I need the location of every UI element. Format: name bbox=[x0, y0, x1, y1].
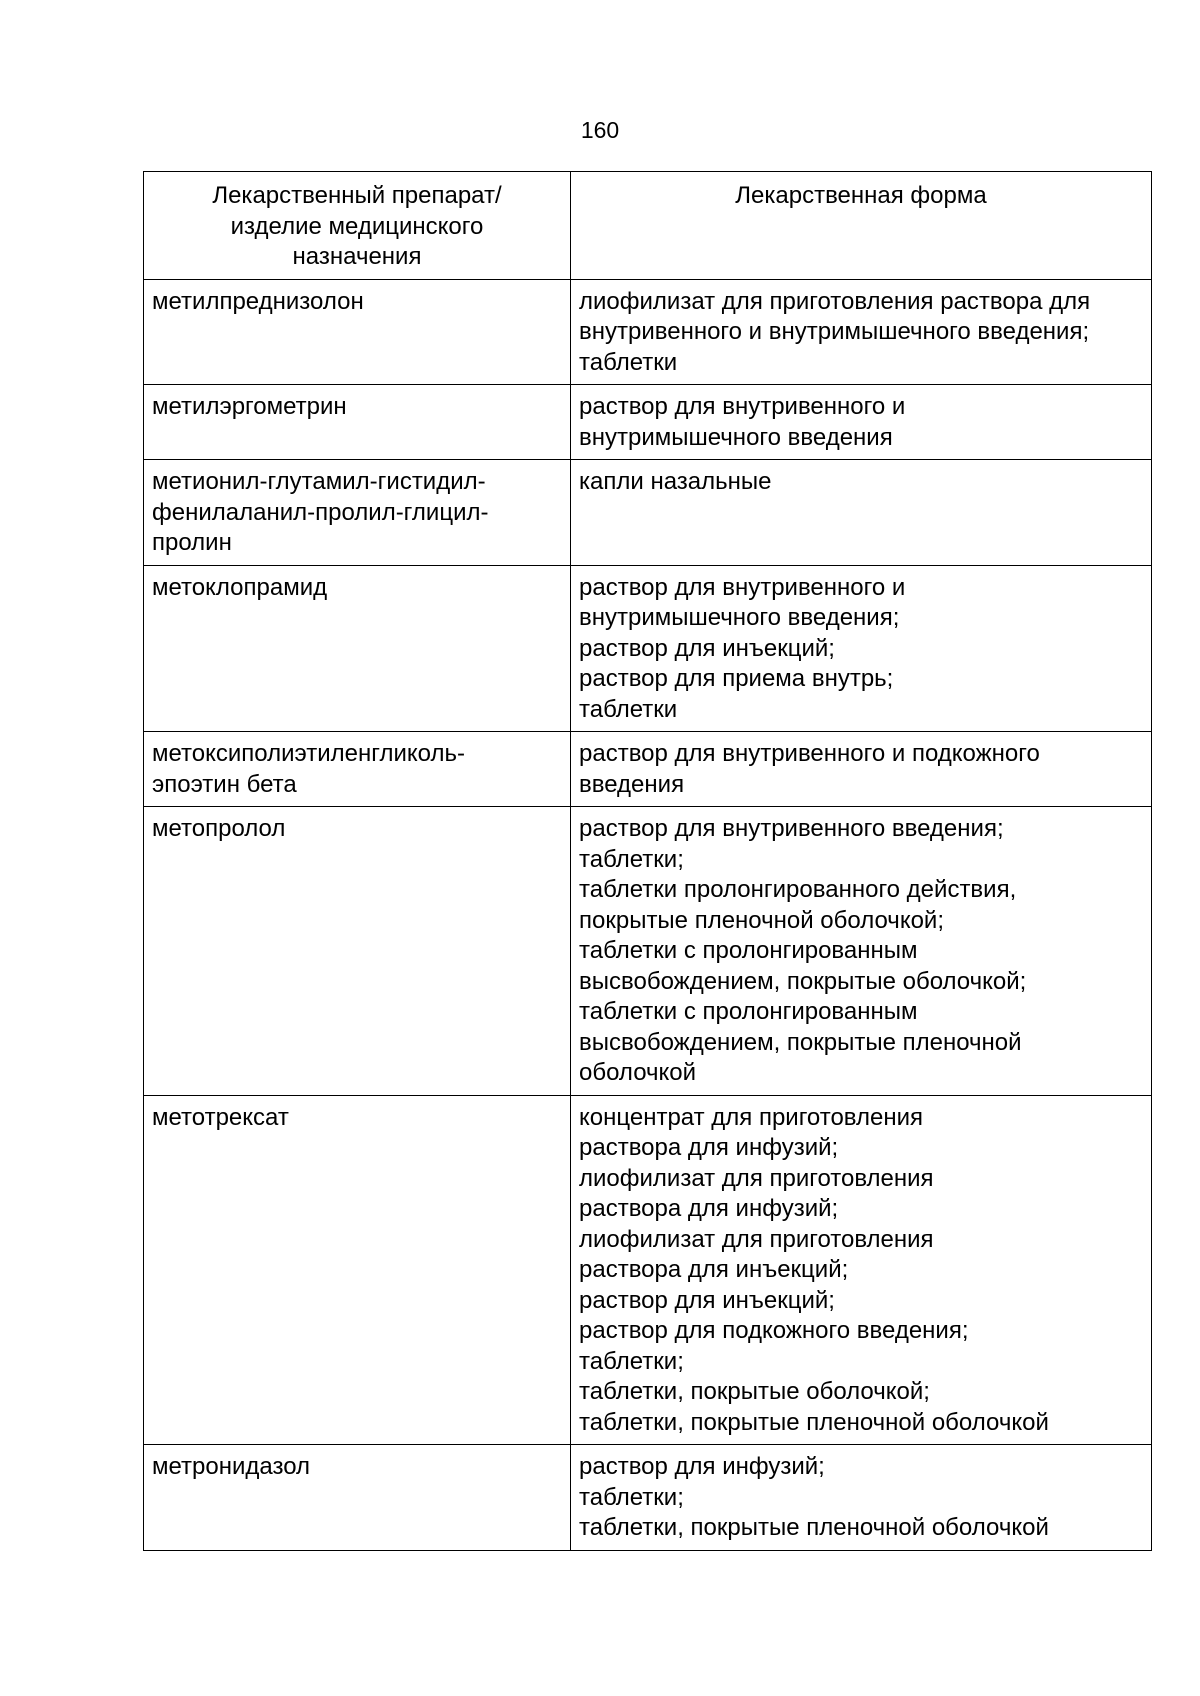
header-drug: Лекарственный препарат/ изделие медицинского назначения bbox=[144, 172, 571, 280]
dosage-form-cell: концентрат для приготовления раствора для инфузий; лиофилизат для приготовления раствора для инфузий; лиофилизат для приготовления раствора для инъекций; раствор для инъекций; раствор для подкожного введения; таблетки; таблетки, покрытые оболочкой; таблетки, покрытые пленочной оболочкой bbox=[571, 1095, 1152, 1445]
drug-name-cell: метилэргометрин bbox=[144, 385, 571, 460]
table-row bbox=[144, 1445, 1152, 1551]
table-row bbox=[144, 279, 1152, 385]
dosage-form-cell: раствор для внутривенного введения; таблетки; таблетки пролонгированного действия, покрытые пленочной оболочкой; таблетки с пролонгированным высвобождением, покрытые оболочкой; таблетки с пролонгированным высвобождением, покрытые пленочной оболочкой bbox=[571, 807, 1152, 1096]
table-row bbox=[144, 732, 1152, 807]
dosage-form-cell: раствор для внутривенного и подкожного введения bbox=[571, 732, 1152, 807]
table-header-row bbox=[144, 172, 1152, 280]
table-row bbox=[144, 1095, 1152, 1445]
table-row bbox=[144, 565, 1152, 732]
drug-name-cell: метронидазол bbox=[144, 1445, 571, 1551]
table-row bbox=[144, 807, 1152, 1096]
header-form: Лекарственная форма bbox=[571, 172, 1152, 280]
page-number: 160 bbox=[580, 117, 620, 143]
drug-name-cell: метотрексат bbox=[144, 1095, 571, 1445]
table-row bbox=[144, 385, 1152, 460]
dosage-form-cell: лиофилизат для приготовления раствора для внутривенного и внутримышечного введения; таблетки bbox=[571, 279, 1152, 385]
drug-name-cell: метоксиполиэтиленгликоль- эпоэтин бета bbox=[144, 732, 571, 807]
drug-name-cell: метионил-глутамил-гистидил- фенилаланил-пролил-глицил- пролин bbox=[144, 460, 571, 566]
drug-name-cell: метоклопрамид bbox=[144, 565, 571, 732]
drug-name-cell: метилпреднизолон bbox=[144, 279, 571, 385]
table-row bbox=[144, 460, 1152, 566]
dosage-form-cell: раствор для внутривенного и внутримышечного введения bbox=[571, 385, 1152, 460]
drug-name-cell: метопролол bbox=[144, 807, 571, 1096]
drug-table bbox=[143, 171, 1152, 1551]
dosage-form-cell: раствор для инфузий; таблетки; таблетки, покрытые пленочной оболочкой bbox=[571, 1445, 1152, 1551]
dosage-form-cell: раствор для внутривенного и внутримышечного введения; раствор для инъекций; раствор для приема внутрь; таблетки bbox=[571, 565, 1152, 732]
dosage-form-cell: капли назальные bbox=[571, 460, 1152, 566]
